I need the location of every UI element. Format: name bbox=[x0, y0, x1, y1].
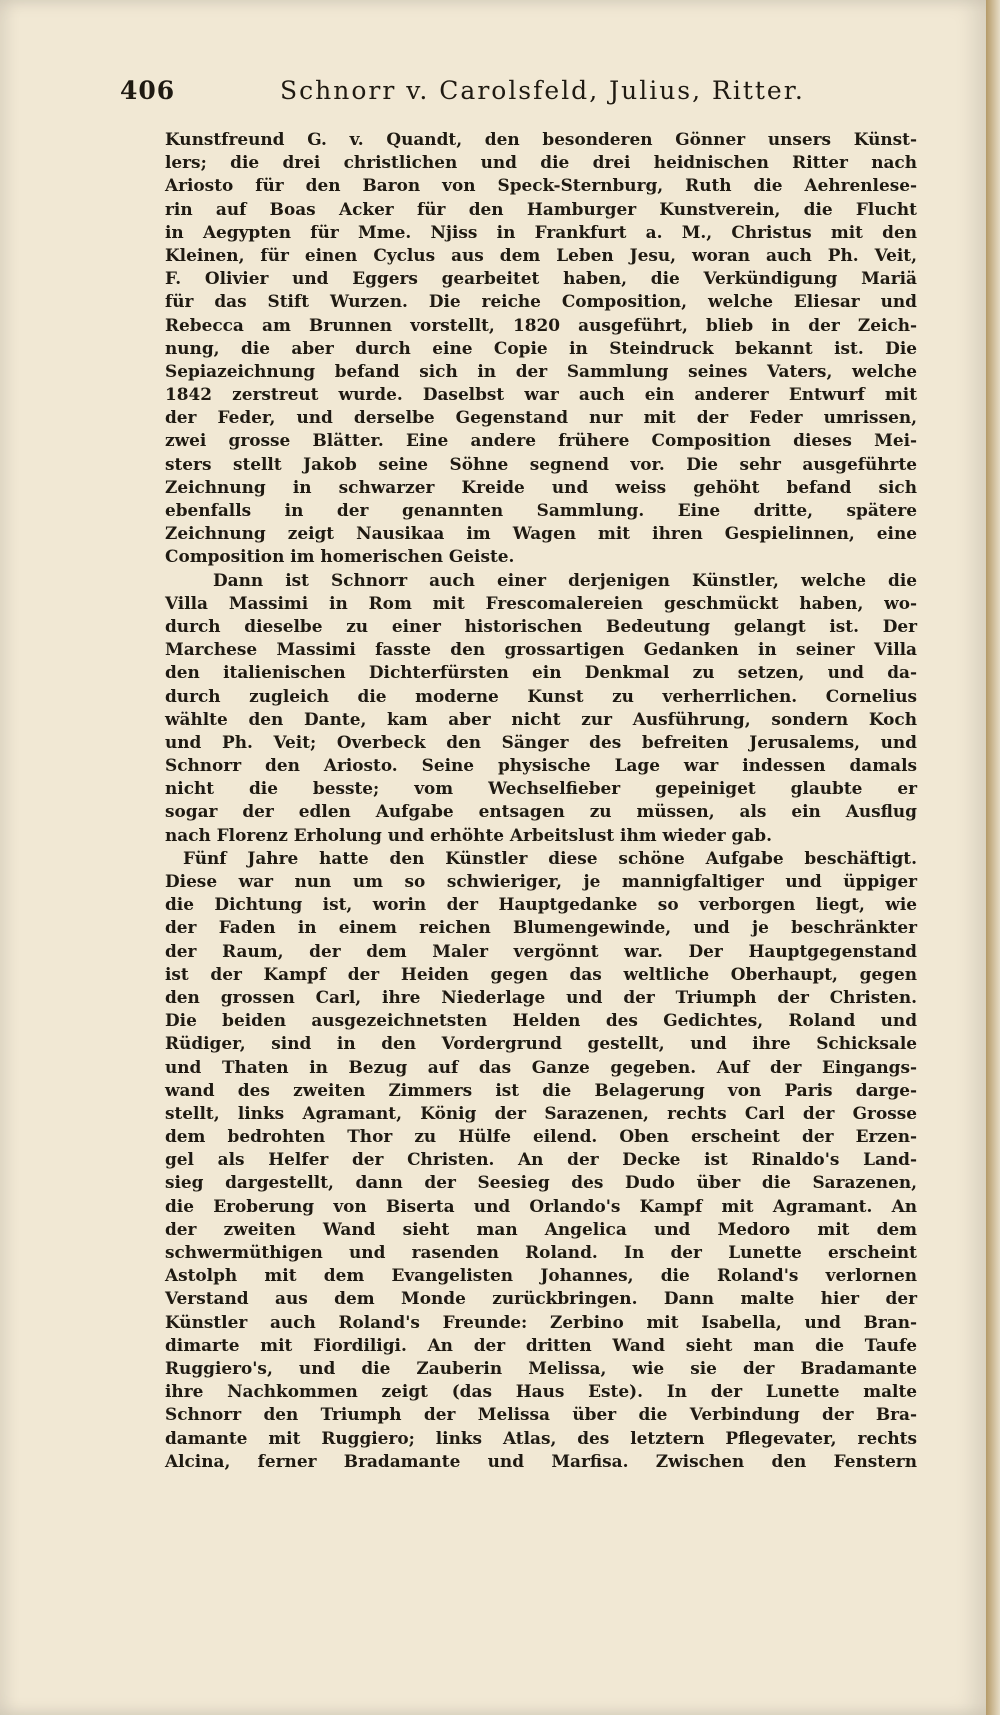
text-line: den grossen Carl, ihre Niederlage und der Triumph der Christen. bbox=[165, 986, 917, 1007]
text-line: den italienischen Dichterfürsten ein Denkmal zu setzen, und da- bbox=[165, 662, 917, 683]
text-line: Ariosto für den Baron von Speck-Sternburg, Ruth die Aehrenlese- bbox=[165, 175, 917, 196]
text-line: nicht die besste; vom Wechselfieber gepeiniget glaubte er bbox=[165, 778, 917, 799]
text-line: für das Stift Wurzen. Die reiche Composition, welche Eliesar und bbox=[165, 291, 917, 312]
text-line: Diese war nun um so schwieriger, je mannigfaltiger und üppiger bbox=[165, 871, 917, 891]
text-line: sters stellt Jakob seine Söhne segnend vor. Die sehr ausgeführte bbox=[165, 453, 917, 474]
text-line: Rebecca am Brunnen vorstellt, 1820 ausgeführt, blieb in der Zeich- bbox=[165, 314, 917, 335]
text-line: Schnorr den Ariosto. Seine physische Lage war indessen damals bbox=[165, 755, 917, 776]
text-line: der Feder, und derselbe Gegenstand nur mit der Feder umrissen, bbox=[165, 407, 917, 428]
text-line: und Thaten in Bezug auf das Ganze gegeben. Auf der Eingangs- bbox=[165, 1056, 917, 1077]
text-line: stellt, links Agramant, König der Sarazenen, rechts Carl der Grosse bbox=[165, 1102, 917, 1123]
text-line: ihre Nachkommen zeigt (das Haus Este). In der Lunette malte bbox=[165, 1381, 917, 1402]
text-line: Schnorr den Triumph der Melissa über die Verbindung der Bra- bbox=[165, 1404, 917, 1425]
text-line: Composition im homerischen Geiste. bbox=[165, 546, 515, 567]
text-line: durch dieselbe zu einer historischen Bedeutung gelangt ist. Der bbox=[165, 615, 917, 636]
page-edge bbox=[986, 0, 1000, 1715]
text-line: der zweiten Wand sieht man Angelica und Medoro mit dem bbox=[165, 1218, 917, 1239]
text-line: ist der Kampf der Heiden gegen das weltliche Oberhaupt, gegen bbox=[165, 963, 917, 984]
text-line: sieg dargestellt, dann der Seesieg des Dudo über die Sarazenen, bbox=[165, 1172, 917, 1193]
text-line: Ruggiero's, und die Zauberin Melissa, wie sie der Bradamante bbox=[165, 1357, 917, 1378]
paragraph-start-line: Dann ist Schnorr auch einer derjenigen Künstler, welche die bbox=[213, 569, 917, 590]
text-line: die Eroberung von Biserta und Orlando's Kampf mit Agramant. An bbox=[165, 1195, 917, 1216]
text-line: 1842 zerstreut wurde. Daselbst war auch ein anderer Entwurf mit bbox=[165, 384, 917, 405]
page-header bbox=[120, 76, 940, 116]
text-line: F. Olivier und Eggers gearbeitet haben, die Verkündigung Mariä bbox=[165, 268, 917, 289]
text-line: schwermüthigen und rasenden Roland. In der Lunette erscheint bbox=[165, 1242, 917, 1262]
text-line: lers; die drei christlichen und die drei heidnischen Ritter nach bbox=[165, 152, 917, 173]
body-text bbox=[165, 128, 917, 1473]
text-line: und Ph. Veit; Overbeck den Sänger des befreiten Jerusalems, und bbox=[165, 731, 917, 752]
text-line: dem bedrohten Thor zu Hülfe eilend. Oben erscheint der Erzen- bbox=[165, 1126, 917, 1147]
text-line: zwei grosse Blätter. Eine andere frühere Composition dieses Mei- bbox=[165, 430, 917, 451]
text-line: Kleinen, für einen Cyclus aus dem Leben Jesu, woran auch Ph. Veit, bbox=[165, 244, 917, 265]
text-line: Astolph mit dem Evangelisten Johannes, die Roland's verlornen bbox=[165, 1265, 917, 1286]
running-head: Schnorr v. Carolsfeld, Julius, Ritter. bbox=[280, 76, 805, 105]
text-line: Sepiazeichnung befand sich in der Sammlung seines Vaters, welche bbox=[165, 360, 917, 381]
text-line: gel als Helfer der Christen. An der Decke ist Rinaldo's Land- bbox=[165, 1149, 917, 1170]
text-line: sogar der edlen Aufgabe entsagen zu müssen, als ein Ausflug bbox=[165, 801, 917, 822]
text-line: Kunstfreund G. v. Quandt, den besonderen Gönner unsers Künst- bbox=[165, 129, 917, 149]
text-line: der Raum, der dem Maler vergönnt war. Der Hauptgegenstand bbox=[165, 940, 917, 961]
text-line: durch zugleich die moderne Kunst zu verherrlichen. Cornelius bbox=[165, 685, 917, 706]
text-line: damante mit Ruggiero; links Atlas, des letztern Pflegevater, rechts bbox=[165, 1427, 917, 1448]
text-line: wählte den Dante, kam aber nicht zur Ausführung, sondern Koch bbox=[165, 708, 917, 729]
text-line: Künstler auch Roland's Freunde: Zerbino mit Isabella, und Bran- bbox=[165, 1311, 917, 1332]
text-line: ebenfalls in der genannten Sammlung. Eine dritte, spätere bbox=[165, 500, 917, 520]
text-line: rin auf Boas Acker für den Hamburger Kunstverein, die Flucht bbox=[165, 198, 917, 219]
text-line: die Dichtung ist, worin der Hauptgedanke so verborgen liegt, wie bbox=[165, 894, 917, 915]
text-line: Alcina, ferner Bradamante und Marfisa. Zwischen den Fenstern bbox=[165, 1450, 917, 1471]
text-line: dimarte mit Fiordiligi. An der dritten Wand sieht man die Taufe bbox=[165, 1334, 917, 1355]
text-line: in Aegypten für Mme. Njiss in Frankfurt a. M., Christus mit den bbox=[165, 221, 917, 242]
text-line: Zeichnung in schwarzer Kreide und weiss gehöht befand sich bbox=[165, 476, 917, 497]
text-line: Zeichnung zeigt Nausikaa im Wagen mit ihren Gespielinnen, eine bbox=[165, 523, 917, 544]
text-line: Verstand aus dem Monde zurückbringen. Dann malte hier der bbox=[165, 1288, 917, 1309]
page-number: 406 bbox=[120, 76, 176, 105]
text-line: nung, die aber durch eine Copie in Steindruck bekannt ist. Die bbox=[165, 337, 917, 358]
text-line: Die beiden ausgezeichnetsten Helden des Gedichtes, Roland und bbox=[165, 1010, 917, 1031]
paragraph-start-line: Fünf Jahre hatte den Künstler diese schöne Aufgabe beschäftigt. bbox=[183, 847, 917, 868]
text-line: der Faden in einem reichen Blumengewinde, und je beschränkter bbox=[165, 917, 917, 938]
text-line: Rüdiger, sind in den Vordergrund gestellt, und ihre Schicksale bbox=[165, 1033, 917, 1054]
text-line: nach Florenz Erholung und erhöhte Arbeitslust ihm wieder gab. bbox=[165, 824, 772, 845]
text-line: wand des zweiten Zimmers ist die Belagerung von Paris darge- bbox=[165, 1079, 917, 1100]
text-line: Marchese Massimi fasste den grossartigen Gedanken in seiner Villa bbox=[165, 639, 917, 660]
text-line: Villa Massimi in Rom mit Frescomalereien geschmückt haben, wo- bbox=[165, 592, 917, 613]
